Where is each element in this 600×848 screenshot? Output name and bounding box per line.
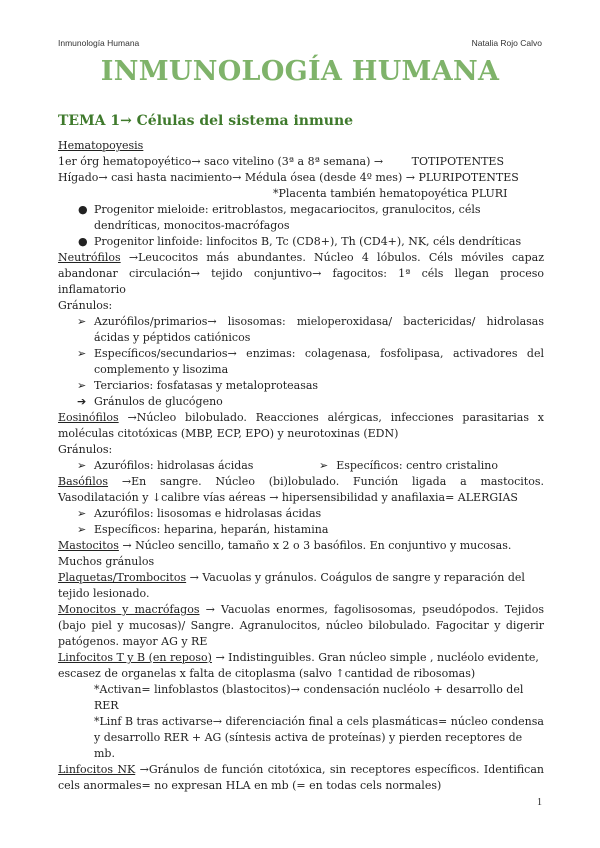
arrowhead-icon: ➢ [77,507,87,520]
hematopoyesis-line-1: 1er órg hematopoyético→ saco vitelino (3ª a 8ª semana) → TOTIPOTENTES [58,155,504,168]
plaquetas-paragraph: Plaquetas/Trombocitos → Vacuolas y gránulos. Coágulos de sangre y reparación del tejido lesionado. [58,571,525,600]
list-item: ➢ Terciarios: fosfatasas y metaloproteasas [77,379,319,392]
arrowhead-icon: ➢ [77,347,87,360]
hematopoyesis-note: *Placenta también hematopoyética PLURI [273,187,508,200]
bullet-icon: ● [78,235,88,248]
list-item: ➢ Específicos: heparina, heparán, histamina [77,523,329,536]
list-item: ● Progenitor mieloide: eritroblastos, megacariocitos, granulocitos, céls dendríticas, monocitos-macrófagos [78,203,481,232]
list-item: ➔ Gránulos de glucógeno [77,395,223,408]
eosinofilos-granulos-label: Gránulos: [58,443,113,456]
eosinofilos-paragraph: Eosinófilos →Núcleo bilobulado. Reacciones alérgicas, infecciones parasitarias x moléculas citotóxicas (MBP, ECP, EPO) y neurotoxinas (EDN) [58,411,544,440]
list-item: ➢ Azurófilos: hidrolasas ácidas ➢ Específicos: centro cristalino [77,459,498,472]
arrowhead-icon: ➢ [77,315,87,328]
hematopoyesis-heading: Hematopoyesis [58,139,144,152]
header-author: Natalia Rojo Calvo [471,38,542,48]
list-item: ➢ Azurófilos: lisosomas e hidrolasas ácidas [77,507,322,520]
list-item: ➢ Específicos/secundarios→ enzimas: colagenasa, fosfolipasa, activadores del complemento y lisozima [77,347,544,376]
document-body [58,112,544,794]
arrow-icon: ➔ [77,395,87,408]
arrowhead-icon: ➢ [77,459,87,472]
arrowhead-icon: ➢ [319,459,329,472]
arrowhead-icon: ➢ [77,523,87,536]
linfocitos-note-2: *Linf B tras activarse→ diferenciación final a cels plasmáticas= núcleo condensa y desarrollo RER + AG (síntesis activa de proteínas) y pierden receptores de mb. [94,715,544,760]
bullet-icon: ● [78,203,88,216]
nk-paragraph: Linfocitos NK →Gránulos de función citotóxica, sin receptores específicos. Identifican cels anormales= no expresan HLA en mb (= en todas cels normales) [58,763,544,792]
mastocitos-paragraph: Mastocitos → Núcleo sencillo, tamaño x 2 o 3 basófilos. En conjuntivo y mucosas. Muchos gránulos [58,539,512,568]
document-title: INMUNOLOGÍA HUMANA [100,56,500,87]
list-item: ● Progenitor linfoide: linfocitos B, Tc (CD8+), Th (CD4+), NK, céls dendríticas [78,235,522,248]
neutrofilos-granulos-label: Gránulos: [58,299,113,312]
monocitos-paragraph: Monocitos y macrófagos → Vacuolas enormes, fagolisosomas, pseudópodos. Tejidos (bajo piel y mucosas)/ Sangre. Agranulocitos, núcleo bilobulado. Fagocitar y digerir patógenos. mayor AG y RE [58,603,544,648]
arrowhead-icon: ➢ [77,379,87,392]
list-item: ➢ Azurófilos/primarios→ lisosomas: mieloperoxidasa/ bactericidas/ hidrolasas ácidas y péptidos catiónicos [77,315,544,344]
neutrofilos-paragraph: Neutrófilos →Leucocitos más abundantes. Núcleo 4 lóbulos. Céls móviles capaz abandonar circulación→ tejido conjuntivo→ fagocitos: 1ª céls llegan proceso inflamatorio [58,251,544,296]
section-heading: TEMA 1→ Células del sistema inmune [58,113,354,129]
linfocitos-note-1: *Activan= linfoblastos (blastocitos)→ condensación nucléolo + desarrollo del RER [94,683,524,712]
basofilos-paragraph: Basófilos →En sangre. Núcleo (bi)lobulado. Función ligada a mastocitos. Vasodilatación y ↓calibre vías aéreas → hipersensibilidad y anafilaxia= ALERGIAS [58,475,544,504]
page-number: 1 [537,797,542,808]
header-subject: Inmunología Humana [58,38,140,48]
linfocitos-paragraph: Linfocitos T y B (en reposo) → Indistinguibles. Gran núcleo simple , nucléolo evidente, escasez de organelas x falta de citoplasma (salvo ↑cantidad de ribosomas) [58,651,539,680]
hematopoyesis-line-2: Hígado→ casi hasta nacimiento→ Médula ósea (desde 4º mes) → PLURIPOTENTES [58,171,519,184]
